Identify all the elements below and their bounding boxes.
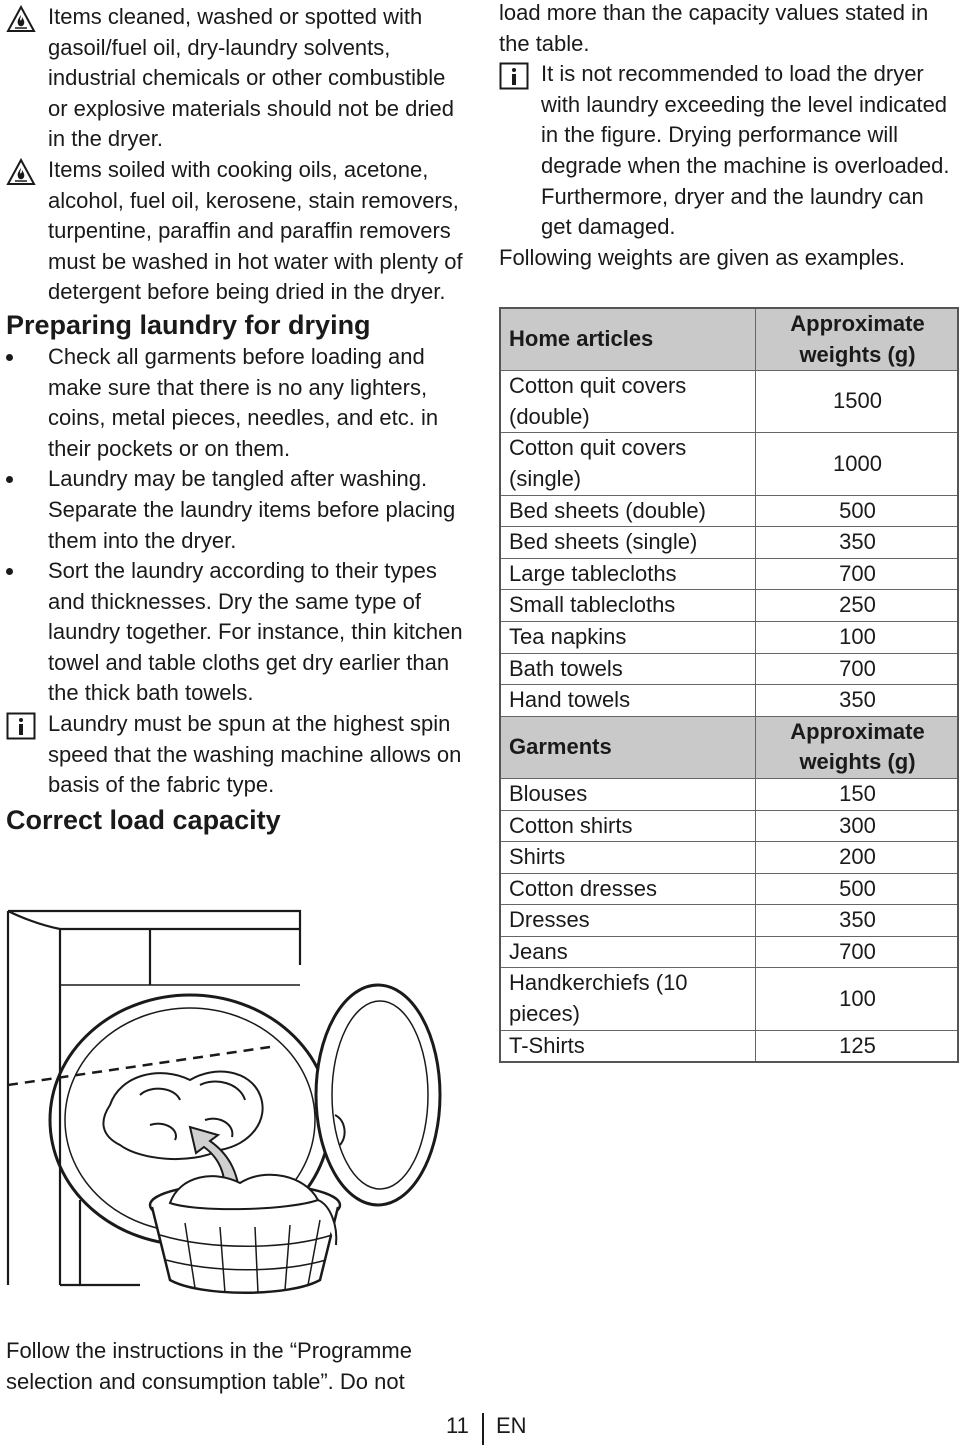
item-cell: Blouses [500,778,756,810]
weight-cell: 500 [756,873,959,905]
item-cell: Small tablecloths [500,590,756,622]
weight-cell: 100 [756,968,959,1030]
item-cell: Bed sheets (double) [500,495,756,527]
fire-warning-icon [6,158,36,186]
item-cell: Cotton dresses [500,873,756,905]
bullet-text-3: Sort the laundry according to their types and thicknesses. Dry the same type of laundry together. For instance, thin kitchen towel and table cloths get dry earlier than the thick bath towels. [48,558,463,706]
table-row [500,433,958,495]
table-row [500,653,958,685]
page-language: EN [496,1413,527,1438]
dryer-illustration [0,905,480,1325]
table-row [500,495,958,527]
warning-paragraph-2 [6,155,466,308]
weight-cell: 250 [756,590,959,622]
page-number: 11 [446,1413,469,1438]
item-cell: Large tablecloths [500,558,756,590]
bullet-item [6,342,466,464]
weight-cell: 150 [756,778,959,810]
weight-cell: 125 [756,1030,959,1062]
table-row [500,558,958,590]
item-cell: Tea napkins [500,621,756,653]
table-row [500,1030,958,1062]
weight-cell: 500 [756,495,959,527]
weight-cell: 350 [756,527,959,559]
warning-text-1: Items cleaned, washed or spotted with gasoil/fuel oil, dry-laundry solvents, industrial chemicals or other combustible or explosive materials should not be dried in the dryer. [48,4,455,152]
table-header-home [500,308,958,371]
right-column [499,0,960,1058]
warning-text-2: Items soiled with cooking oils, acetone, alcohol, fuel oil, kerosene, stain removers, turpentine, paraffin and paraffin removers must be washed in hot water with plenty of detergent before being dried in the dryer. [48,156,463,305]
info-paragraph-2 [499,59,960,243]
table-row [500,810,958,842]
weight-cell: 350 [756,685,959,717]
capacity-heading: Correct load capacity [6,804,281,835]
examples-text: Following weights are given as examples. [499,244,905,270]
weight-header: Approximate weights (g) [756,716,959,778]
weight-cell: 200 [756,842,959,874]
table-header-garments [500,716,958,778]
item-cell: Bed sheets (single) [500,527,756,559]
item-cell: Bath towels [500,653,756,685]
table-row [500,936,958,968]
weight-cell: 1500 [756,371,959,433]
page-divider [482,1413,484,1445]
bullet-item [6,464,466,556]
info-text-2: It is not recommended to load the dryer with laundry exceeding the level indicated in the figure. Drying performance will degrade when the machine is overloaded. Furthermore, dryer and the laundry can get damaged. [541,61,950,240]
table-row [500,590,958,622]
weight-cell: 700 [756,653,959,685]
info-icon [6,712,36,740]
info-paragraph-1 [6,709,466,801]
info-text-1: Laundry must be spun at the highest spin speed that the washing machine allows on basis of the fabric type. [48,711,462,798]
weight-cell: 700 [756,936,959,968]
weight-cell: 300 [756,810,959,842]
bullet-dot [6,354,13,361]
bullet-item [6,556,466,709]
bullet-dot [6,568,13,575]
table-row [500,968,958,1030]
table-row [500,371,958,433]
weight-cell: 100 [756,621,959,653]
bullet-text-2: Laundry may be tangled after washing. Separate the laundry items before placing them into the dryer. [48,466,456,553]
footer-paragraph: Follow the instructions in the “Programme selection and consumption table”. Do not [6,1338,412,1394]
bullet-text-1: Check all garments before loading and make sure that there is no any lighters, coins, metal pieces, needles, and etc. in their pockets or on them. [48,343,439,461]
item-cell: Dresses [500,905,756,937]
table-row [500,842,958,874]
info-icon [499,62,529,90]
item-cell: Cotton shirts [500,810,756,842]
weights-table [499,307,959,1063]
table-row [500,527,958,559]
left-column [6,0,466,837]
continued-text: load more than the capacity values stated in the table. [499,0,929,56]
table-row [500,778,958,810]
weight-cell: 700 [756,558,959,590]
table-row [500,685,958,717]
item-cell: Hand towels [500,685,756,717]
item-cell: Jeans [500,936,756,968]
table-row [500,621,958,653]
weight-header: Approximate weights (g) [756,308,959,371]
item-cell: Cotton quit covers (double) [500,371,756,433]
warning-paragraph-1 [6,2,466,155]
item-cell: Cotton quit covers (single) [500,433,756,495]
bullet-dot [6,476,13,483]
preparing-heading: Preparing laundry for drying [6,309,371,340]
item-cell: Shirts [500,842,756,874]
item-cell: T-Shirts [500,1030,756,1062]
home-articles-header: Home articles [500,308,756,371]
weight-cell: 350 [756,905,959,937]
garments-header: Garments [500,716,756,778]
table-row [500,905,958,937]
weight-cell: 1000 [756,433,959,495]
item-cell: Handkerchiefs (10 pieces) [500,968,756,1030]
table-row [500,873,958,905]
fire-warning-icon [6,5,36,33]
